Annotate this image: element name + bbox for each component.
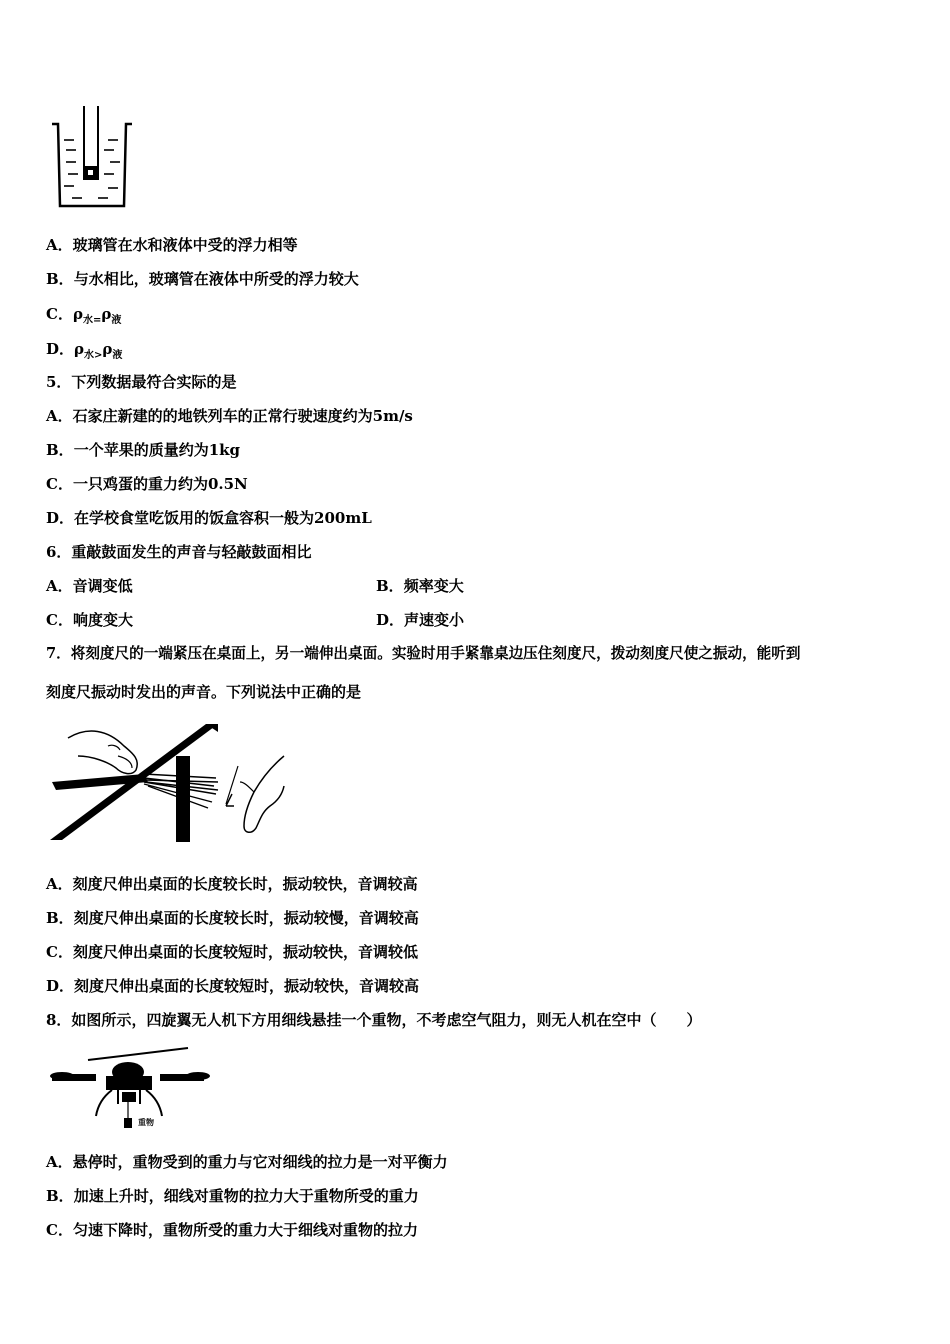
option-text: 刻度尺伸出桌面的长度较长时，振动较快，音调较高 (72, 875, 418, 893)
option-label: A． (46, 577, 73, 595)
q4-option-d (46, 339, 122, 362)
drone-figure (48, 1046, 216, 1132)
q6-option-b (376, 576, 464, 596)
option-text: 在学校食堂吃饭用的饭盒容积一般为200mL (74, 509, 372, 527)
q6-option-d (376, 610, 464, 630)
option-text: 玻璃管在水和液体中受的浮力相等 (72, 236, 298, 254)
option-label: B． (46, 909, 74, 927)
beaker-figure (48, 104, 138, 212)
option-text: 声速变小 (404, 611, 465, 629)
subscript-water: 水 (82, 315, 93, 326)
q7-option-a (46, 874, 418, 894)
drone-drawing (48, 1046, 216, 1132)
rho-symbol: ρ (101, 305, 112, 323)
option-label: C． (46, 1221, 73, 1239)
comparison-operator: > (94, 350, 103, 361)
option-label: A． (46, 407, 73, 425)
option-text: 悬停时，重物受到的重力与它对细线的拉力是一对平衡力 (72, 1153, 448, 1171)
option-label: D． (376, 611, 405, 629)
option-text: 与水相比，玻璃管在液体中所受的浮力较大 (73, 270, 359, 288)
option-label: A． (46, 875, 73, 893)
option-label: B． (376, 577, 404, 595)
q5-option-c (46, 474, 248, 494)
rho-symbol: ρ (72, 305, 83, 323)
option-label: D． (46, 509, 75, 527)
q5-option-b (46, 440, 240, 460)
option-label: B． (46, 1187, 74, 1205)
rho-symbol: ρ (102, 340, 113, 358)
option-text: 一个苹果的质量约为1kg (73, 441, 241, 459)
option-text: 音调变低 (72, 577, 133, 595)
q5-option-a (46, 406, 413, 426)
q6-option-c (46, 610, 133, 630)
q5-option-d (46, 508, 372, 528)
option-label: D． (46, 340, 75, 358)
option-label: B． (46, 270, 74, 288)
option-label: C． (46, 305, 73, 323)
option-text: 刻度尺伸出桌面的长度较短时，振动较快，音调较低 (72, 943, 418, 961)
q4-option-c (46, 304, 121, 327)
option-text: 匀速下降时，重物所受的重力大于细线对重物的拉力 (72, 1221, 418, 1239)
option-label: A． (46, 236, 73, 254)
option-label: D． (46, 977, 75, 995)
option-text: 刻度尺伸出桌面的长度较短时，振动较快，音调较高 (74, 977, 420, 995)
comparison-operator: = (92, 315, 102, 326)
q4-option-a (46, 235, 298, 255)
option-label: C． (46, 475, 73, 493)
option-text: 一只鸡蛋的重力约为0.5N (72, 475, 248, 493)
q7-option-d (46, 976, 419, 996)
option-text: 石家庄新建的的地铁列车的正常行驶速度约为5m/s (72, 407, 413, 425)
beaker-drawing (48, 104, 138, 212)
option-text: 刻度尺伸出桌面的长度较长时，振动较慢，音调较高 (73, 909, 419, 927)
subscript-liquid: 液 (112, 350, 123, 361)
option-label: C． (46, 943, 73, 961)
q7-option-b (46, 908, 419, 928)
q8-option-a (46, 1152, 448, 1172)
q8-stem: 8．如图所示，四旋翼无人机下方用细线悬挂一个重物，不考虑空气阻力，则无人机在空中（ ） (46, 1011, 702, 1029)
q6-option-a (46, 576, 133, 596)
option-text: 频率变大 (403, 577, 464, 595)
option-label: B． (46, 441, 74, 459)
ruler-figure (48, 716, 288, 844)
q6-stem: 6．重敲鼓面发生的声音与轻敲鼓面相比 (46, 543, 312, 561)
option-label: A． (46, 1153, 73, 1171)
subscript-water: 水 (84, 350, 94, 361)
ruler-table-drawing (48, 716, 288, 844)
weight-label: 重物 (138, 1118, 154, 1127)
q8-option-b (46, 1186, 419, 1206)
option-label: C． (46, 611, 73, 629)
rho-symbol: ρ (74, 340, 84, 358)
q7-option-c (46, 942, 418, 962)
q8-option-c (46, 1220, 418, 1240)
q4-option-b (46, 269, 359, 289)
q5-stem: 5．下列数据最符合实际的是 (46, 373, 237, 391)
q7-stem-line1: 7．将刻度尺的一端紧压在桌面上，另一端伸出桌面。实验时用手紧靠桌边压住刻度尺，拨动刻度尺使之振动，能听到 (46, 645, 801, 662)
subscript-liquid: 液 (111, 315, 122, 326)
option-text: 响度变大 (72, 611, 133, 629)
q7-stem-line2: 刻度尺振动时发出的声音。下列说法中正确的是 (46, 683, 362, 701)
option-text: 加速上升时，细线对重物的拉力大于重物所受的重力 (73, 1187, 419, 1205)
